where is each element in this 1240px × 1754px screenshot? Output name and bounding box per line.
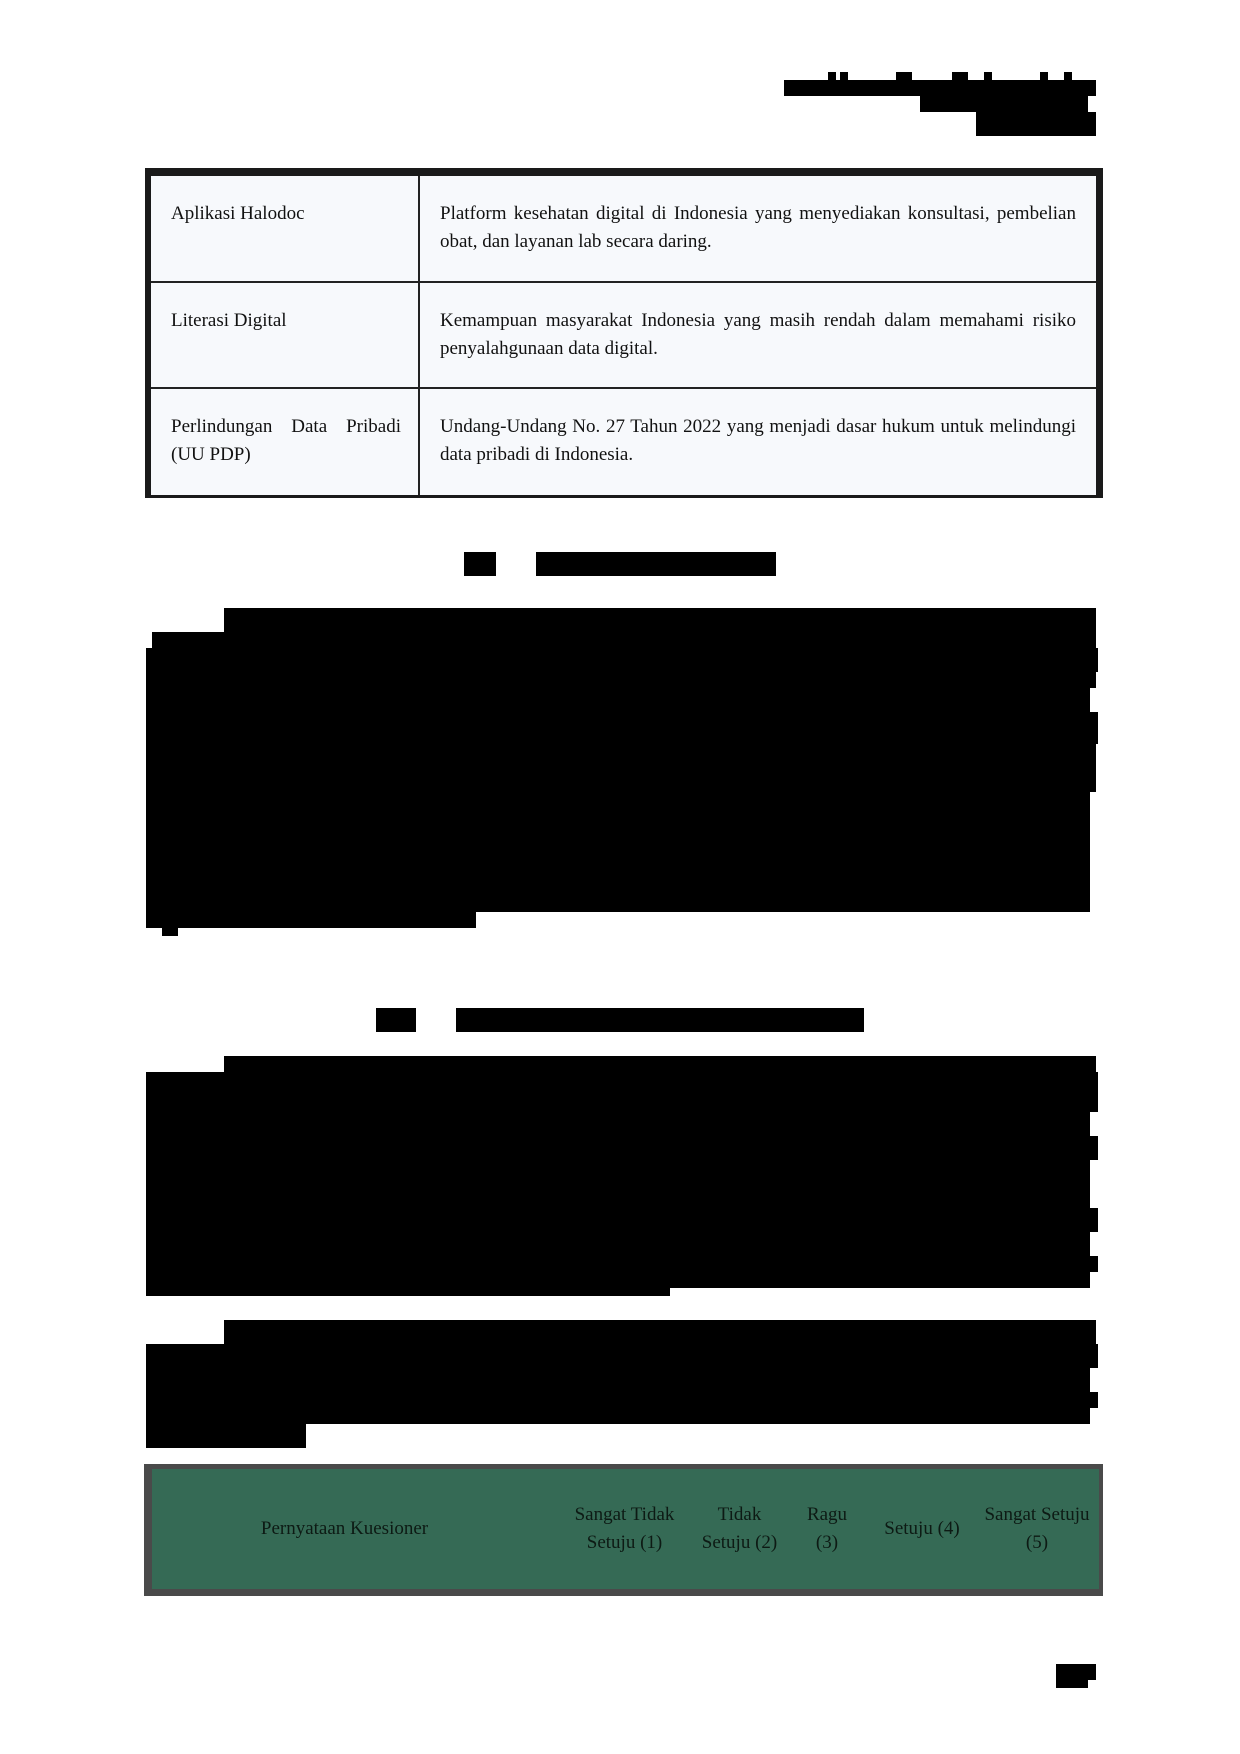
description-cell: Platform kesehatan digital di Indonesia yang menyediakan konsultasi, pembelian obat, dan layanan lab secara daring.	[440, 203, 1076, 252]
column-header-strongly-agree: Sangat Setuju (5)	[984, 1504, 1090, 1553]
term-cell: Literasi Digital	[171, 310, 287, 331]
description-cell: Undang-Undang No. 27 Tahun 2022 yang menjadi dasar hukum untuk melindungi data pribadi di Indonesia.	[440, 416, 1076, 465]
term-cell: Perlindungan Data Pribadi (UU PDP)	[171, 416, 401, 465]
column-header-statement: Pernyataan Kuesioner	[260, 1518, 429, 1539]
likert-scale-table-header	[144, 1464, 1103, 1596]
column-header-strongly-disagree: Sangat Tidak Setuju (1)	[574, 1504, 675, 1553]
definitions-table	[145, 168, 1103, 498]
table-row	[151, 176, 1096, 283]
description-cell: Kemampuan masyarakat Indonesia yang masih rendah dalam memahami risiko penyalahgunaan data digital.	[440, 310, 1076, 359]
term-cell: Aplikasi Halodoc	[171, 203, 305, 224]
table-row	[151, 389, 1096, 495]
column-header-agree: Setuju (4)	[884, 1518, 960, 1539]
column-header-neutral: Ragu (3)	[806, 1504, 848, 1553]
column-header-disagree: Tidak Setuju (2)	[701, 1504, 778, 1553]
table-row	[151, 283, 1096, 389]
